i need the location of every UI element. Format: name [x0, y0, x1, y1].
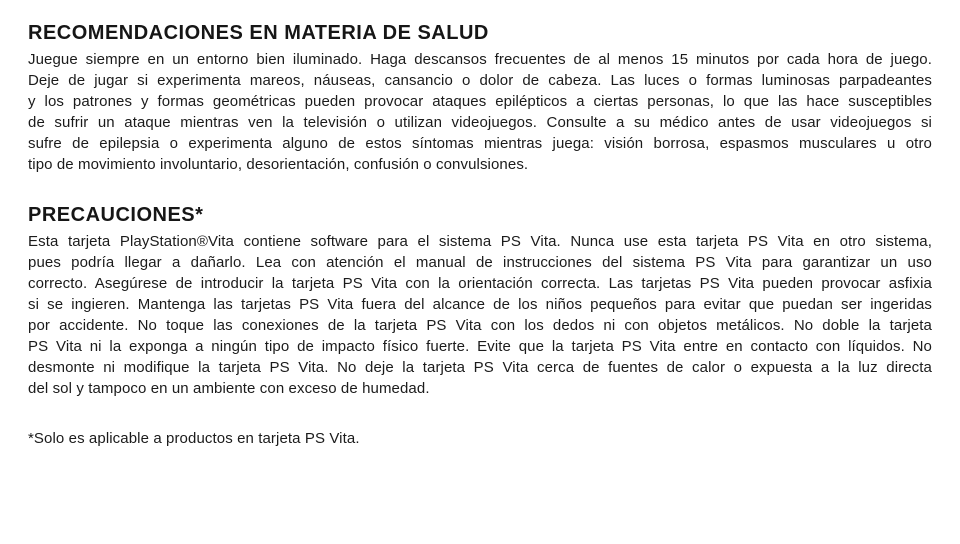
- text-line: pues podría llegar a dañarlo. Lea con atención el manual de instrucciones del sistema PS Vita para garantizar un uso: [28, 254, 932, 271]
- text-line: desmonte ni modifique la tarjeta PS Vita. No deje la tarjeta PS Vita cerca de fuentes de calor o expuesta a la luz directa: [28, 359, 932, 376]
- text-line: y los patrones y formas geométricas pueden provocar ataques epilépticos a ciertas personas, lo que las hace susceptibles: [28, 93, 932, 110]
- health-paragraph: [28, 49, 932, 175]
- text-line: Juegue siempre en un entorno bien iluminado. Haga descansos frecuentes de al menos 15 minutos por cada hora de juego.: [28, 51, 932, 68]
- text-line: si se ingieren. Mantenga las tarjetas PS Vita fuera del alcance de los niños pequeños para evitar que puedan ser ingeridas: [28, 296, 932, 313]
- text-line: PS Vita ni la exponga a ningún tipo de impacto físico fuerte. Evite que la tarjeta PS Vita entre en contacto con líquidos. No: [28, 338, 932, 355]
- health-section: [28, 21, 932, 175]
- text-line: tipo de movimiento involuntario, desorientación, confusión o convulsiones.: [28, 156, 529, 173]
- text-line: Deje de jugar si experimenta mareos, náuseas, cansancio o dolor de cabeza. Las luces o formas luminosas parpadeantes: [28, 72, 932, 89]
- health-section-title: RECOMENDACIONES EN MATERIA DE SALUD: [28, 22, 489, 44]
- text-line: por accidente. No toque las conexiones de la tarjeta PS Vita con los dedos ni con objetos metálicos. No doble la tarjeta: [28, 317, 932, 334]
- precautions-section-title: PRECAUCIONES*: [28, 204, 204, 226]
- text-line: Esta tarjeta PlayStation®Vita contiene software para el sistema PS Vita. Nunca use esta tarjeta PS Vita en otro sistema,: [28, 233, 932, 250]
- text-line: sufre de epilepsia o experimenta alguno de estos síntomas mientras juega: visión borrosa, espasmos musculares u otro: [28, 135, 932, 152]
- text-line: correcto. Asegúrese de introducir la tarjeta PS Vita con la orientación correcta. Las tarjetas PS Vita pueden provocar asfixia: [28, 275, 932, 292]
- text-line: de sufrir un ataque mientras ven la televisión o utilizan videojuegos. Consulte a su médico antes de usar videojuegos si: [28, 114, 932, 131]
- text-line: del sol y tampoco en un ambiente con exceso de humedad.: [28, 380, 430, 397]
- precautions-paragraph: [28, 231, 932, 399]
- footnote: *Solo es aplicable a productos en tarjeta PS Vita.: [28, 430, 360, 447]
- precautions-section: [28, 203, 932, 399]
